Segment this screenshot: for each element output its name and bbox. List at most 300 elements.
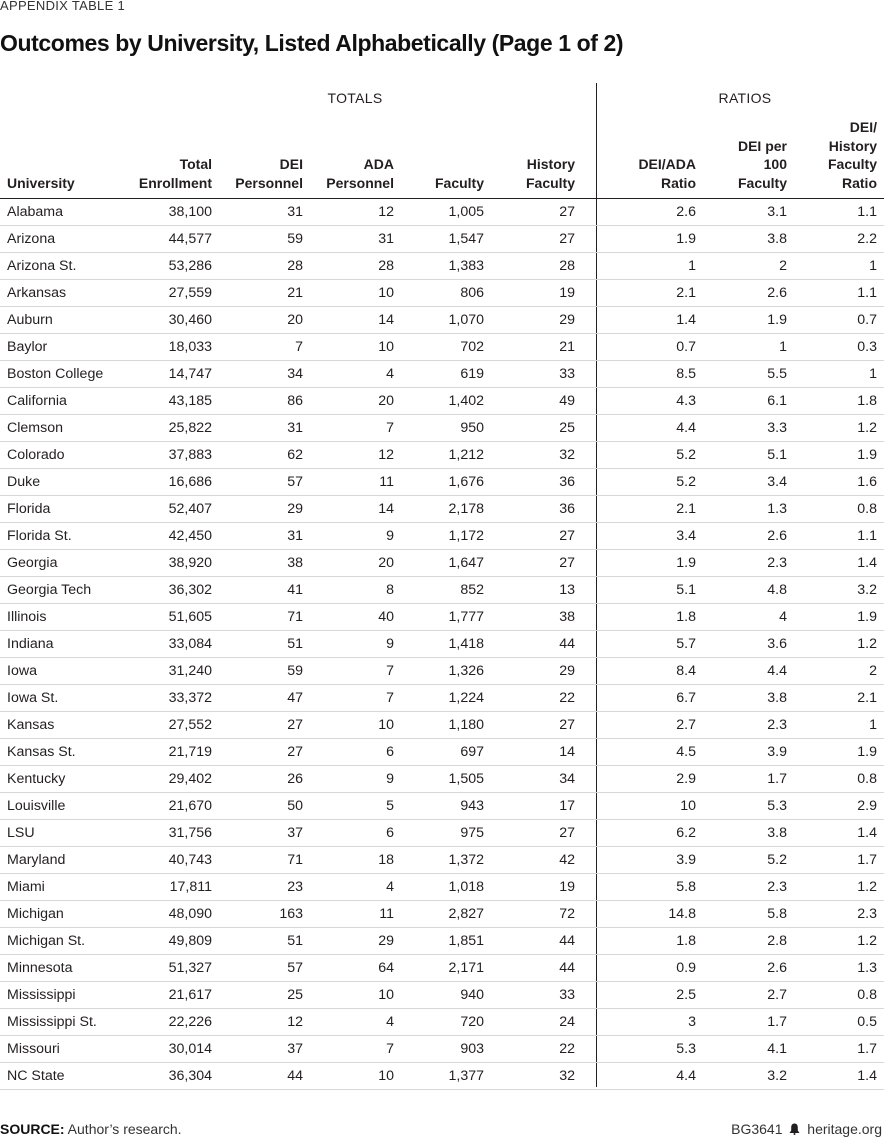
column-header-line: University: [7, 174, 75, 191]
report-code: BG3641: [731, 1121, 783, 1137]
table-cell: 31: [287, 204, 303, 220]
table-cell: 18,033: [168, 339, 212, 355]
table-cell: 11: [379, 906, 394, 922]
table-cell: 2,171: [448, 960, 484, 976]
table-cell: 17,811: [169, 879, 212, 895]
table-cell: 7: [386, 1041, 394, 1057]
table-cell: 1.1: [857, 285, 877, 301]
university-name: Kentucky: [7, 771, 66, 787]
table-cell: 1,172: [448, 528, 484, 544]
table-cell: 1,224: [448, 690, 484, 706]
table-cell: 4.1: [767, 1041, 787, 1057]
university-name: Miami: [7, 879, 45, 895]
ratios-group-label: RATIOS: [718, 90, 772, 106]
table-row: [0, 415, 884, 442]
table-cell: 5.3: [676, 1041, 696, 1057]
table-cell: 975: [460, 825, 484, 841]
table-cell: 50: [287, 798, 303, 814]
table-cell: 25,822: [168, 420, 212, 436]
table-cell: 1.2: [857, 879, 877, 895]
table-cell: 30,014: [168, 1041, 212, 1057]
table-cell: 20: [287, 312, 303, 328]
table-cell: 7: [386, 420, 394, 436]
table-cell: 1,377: [448, 1068, 484, 1084]
table-cell: 38: [559, 609, 575, 625]
table-cell: 1.8: [857, 393, 877, 409]
table-cell: 1: [779, 339, 787, 355]
table-cell: 42: [559, 852, 575, 868]
table-row: [0, 334, 884, 361]
table-cell: 5.8: [676, 879, 696, 895]
table-cell: 3.8: [767, 690, 787, 706]
source-note: [0, 1121, 182, 1137]
table-cell: 6.7: [676, 690, 696, 706]
table-cell: 1: [688, 258, 696, 274]
table-row: [0, 280, 884, 307]
table-row: [0, 1063, 884, 1090]
table-cell: 53,286: [168, 258, 212, 274]
table-cell: 1.8: [676, 933, 696, 949]
table-cell: 38,100: [168, 204, 212, 220]
table-cell: 13: [559, 582, 575, 598]
table-cell: 49,809: [168, 933, 212, 949]
table-cell: 27: [559, 204, 575, 220]
column-header-line: DEI: [279, 156, 303, 172]
table-cell: 21,617: [168, 987, 212, 1003]
column-header: [435, 174, 484, 193]
table-cell: 3.3: [767, 420, 787, 436]
column-header-line: Faculty: [827, 156, 877, 172]
table-cell: 1.1: [857, 204, 877, 220]
table-cell: 2.1: [857, 690, 877, 706]
table-cell: 852: [460, 582, 484, 598]
university-name: NC State: [7, 1068, 65, 1084]
table-cell: 30,460: [168, 312, 212, 328]
table-cell: 7: [386, 663, 394, 679]
column-header: [526, 155, 575, 192]
table-row: [0, 550, 884, 577]
table-cell: 51,327: [168, 960, 212, 976]
table-cell: 4.4: [676, 420, 696, 436]
table-cell: 40: [378, 609, 394, 625]
university-name: Clemson: [7, 420, 63, 436]
source-label: SOURCE:: [0, 1121, 65, 1137]
table-cell: 52,407: [168, 501, 212, 517]
university-name: California: [7, 393, 67, 409]
table-cell: 5.7: [676, 636, 696, 652]
table-cell: 51: [287, 933, 303, 949]
university-name: Auburn: [7, 312, 53, 328]
table-row: [0, 739, 884, 766]
table-cell: 29: [559, 663, 575, 679]
table-cell: 4: [386, 879, 394, 895]
table-cell: 1: [869, 258, 877, 274]
table-row: [0, 955, 884, 982]
table-cell: 10: [378, 987, 394, 1003]
table-cell: 950: [460, 420, 484, 436]
table-cell: 2.6: [767, 960, 787, 976]
table-cell: 2.9: [676, 771, 696, 787]
table-cell: 1,070: [448, 312, 484, 328]
table-row: [0, 847, 884, 874]
university-name: Baylor: [7, 339, 48, 355]
table-cell: 12: [287, 1014, 303, 1030]
column-header-line: Faculty: [737, 174, 787, 191]
table-cell: 31,756: [168, 825, 212, 841]
table-cell: 1,676: [448, 474, 484, 490]
table-body: [0, 199, 884, 1090]
table-cell: 11: [379, 474, 394, 490]
table-cell: 12: [378, 447, 394, 463]
table-cell: 3.9: [767, 744, 787, 760]
table-cell: 6.1: [767, 393, 787, 409]
table-cell: 1.1: [857, 528, 877, 544]
table-cell: 9: [386, 636, 394, 652]
table-cell: 17: [559, 798, 575, 814]
table-cell: 5.2: [676, 447, 696, 463]
table-row: [0, 793, 884, 820]
table-cell: 720: [460, 1014, 484, 1030]
table-cell: 1.3: [857, 960, 877, 976]
table-cell: 29: [378, 933, 394, 949]
university-name: Kansas: [7, 717, 55, 733]
table-cell: 697: [460, 744, 484, 760]
table-cell: 10: [378, 339, 394, 355]
column-header: [7, 174, 75, 193]
table-cell: 37,883: [168, 447, 212, 463]
table-cell: 14: [559, 744, 575, 760]
column-header: [235, 155, 303, 192]
table-cell: 1.4: [857, 825, 877, 841]
table-cell: 1,851: [448, 933, 484, 949]
table-cell: 619: [460, 366, 484, 382]
table-cell: 8.4: [676, 663, 696, 679]
table-cell: 6: [386, 744, 394, 760]
table-cell: 32: [559, 447, 575, 463]
liberty-bell-icon: [789, 1122, 800, 1138]
table-cell: 10: [378, 285, 394, 301]
table-cell: 41: [287, 582, 303, 598]
table-cell: 1.9: [857, 447, 877, 463]
column-header-line: DEI per: [737, 137, 787, 154]
university-name: Minnesota: [7, 960, 73, 976]
table-cell: 1.2: [857, 420, 877, 436]
table-row: [0, 1009, 884, 1036]
table-cell: 38,920: [168, 555, 212, 571]
table-cell: 7: [386, 690, 394, 706]
university-name: Arizona St.: [7, 258, 77, 274]
source-text: Author’s research.: [64, 1121, 182, 1137]
table-cell: 33: [559, 987, 575, 1003]
column-header-line: Ratio: [661, 174, 696, 191]
table-cell: 5.8: [767, 906, 787, 922]
table-cell: 21,670: [168, 798, 212, 814]
table-cell: 26: [287, 771, 303, 787]
table-cell: 28: [287, 258, 303, 274]
table-cell: 27: [559, 825, 575, 841]
table-cell: 806: [460, 285, 484, 301]
table-cell: 22: [559, 1041, 575, 1057]
table-cell: 0.8: [857, 771, 877, 787]
table-cell: 3.4: [676, 528, 696, 544]
table-cell: 1.4: [676, 312, 696, 328]
table-cell: 28: [378, 258, 394, 274]
table-cell: 4.8: [767, 582, 787, 598]
table-cell: 6.2: [676, 825, 696, 841]
table-cell: 1.8: [676, 609, 696, 625]
table-cell: 4.3: [676, 393, 696, 409]
column-header-line: History: [526, 156, 575, 172]
table-row: [0, 442, 884, 469]
column-header: [139, 155, 212, 192]
table-row: [0, 874, 884, 901]
table-cell: 57: [287, 474, 303, 490]
column-header-line: ADA: [363, 156, 394, 172]
university-name: Florida St.: [7, 528, 72, 544]
table-cell: 32: [559, 1068, 575, 1084]
table-cell: 31: [287, 528, 303, 544]
table-cell: 943: [460, 798, 484, 814]
table-cell: 24: [559, 1014, 575, 1030]
table-cell: 51: [287, 636, 303, 652]
table-row: [0, 469, 884, 496]
table-cell: 5.5: [767, 366, 787, 382]
table-row: [0, 712, 884, 739]
table-cell: 59: [287, 663, 303, 679]
table-cell: 3.2: [857, 582, 877, 598]
table-cell: 43,185: [168, 393, 212, 409]
table-cell: 44: [559, 933, 575, 949]
page-title: Outcomes by University, Listed Alphabetically (Page 1 of 2): [0, 30, 624, 56]
university-name: Maryland: [7, 852, 66, 868]
table-cell: 59: [287, 231, 303, 247]
table-cell: 36,302: [168, 582, 212, 598]
column-header-line: DEI/: [849, 119, 877, 135]
table-cell: 4: [386, 1014, 394, 1030]
university-name: Missouri: [7, 1041, 60, 1057]
column-header: [638, 155, 696, 192]
table-cell: 1.7: [767, 1014, 787, 1030]
table-cell: 27: [559, 717, 575, 733]
table-cell: 3.8: [767, 231, 787, 247]
table-cell: 31,240: [168, 663, 212, 679]
table-cell: 3.6: [767, 636, 787, 652]
table-cell: 163: [279, 906, 303, 922]
column-header-line: Ratio: [842, 174, 877, 191]
table-cell: 7: [295, 339, 303, 355]
column-header: [738, 137, 787, 193]
table-cell: 33: [559, 366, 575, 382]
table-cell: 0.3: [857, 339, 877, 355]
table-cell: 44,577: [168, 231, 212, 247]
university-name: Mississippi: [7, 987, 76, 1003]
table-cell: 71: [287, 609, 303, 625]
table-cell: 4.4: [767, 663, 787, 679]
university-name: Mississippi St.: [7, 1014, 97, 1030]
table-cell: 0.8: [857, 987, 877, 1003]
university-name: Georgia Tech: [7, 582, 92, 598]
table-cell: 1,018: [448, 879, 484, 895]
table-row: [0, 199, 884, 226]
table-cell: 62: [287, 447, 303, 463]
footer-credit: [731, 1121, 882, 1138]
table-cell: 2: [779, 258, 787, 274]
table-cell: 1.9: [767, 312, 787, 328]
column-group-headers: [0, 90, 884, 110]
university-name: Kansas St.: [7, 744, 76, 760]
column-header-line: History: [828, 137, 877, 154]
table-cell: 3.9: [676, 852, 696, 868]
table-cell: 1: [869, 366, 877, 382]
table-cell: 4: [779, 609, 787, 625]
table-cell: 29: [559, 312, 575, 328]
table-cell: 27,552: [168, 717, 212, 733]
university-name: Georgia: [7, 555, 58, 571]
table-cell: 33,372: [168, 690, 212, 706]
column-header-line: Enrollment: [138, 174, 212, 191]
table-cell: 0.5: [857, 1014, 877, 1030]
appendix-label: APPENDIX TABLE 1: [0, 0, 125, 13]
table-row: [0, 226, 884, 253]
table-row: [0, 388, 884, 415]
table-cell: 49: [559, 393, 575, 409]
column-header-line: Personnel: [326, 174, 394, 191]
table-cell: 18: [378, 852, 394, 868]
table-cell: 1.3: [767, 501, 787, 517]
university-name: Alabama: [7, 204, 63, 220]
university-name: Boston College: [7, 366, 104, 382]
totals-group-label: TOTALS: [327, 90, 383, 106]
table-row: [0, 685, 884, 712]
table-cell: 1,418: [448, 636, 484, 652]
table-cell: 48,090: [168, 906, 212, 922]
table-cell: 27,559: [168, 285, 212, 301]
table-cell: 8: [386, 582, 394, 598]
table-cell: 12: [378, 204, 394, 220]
table-cell: 27: [287, 744, 303, 760]
table-cell: 19: [559, 879, 575, 895]
table-cell: 2.7: [767, 987, 787, 1003]
table-cell: 1,402: [448, 393, 484, 409]
table-cell: 5.1: [676, 582, 696, 598]
table-cell: 57: [287, 960, 303, 976]
table-cell: 64: [378, 960, 394, 976]
table-cell: 1,180: [448, 717, 484, 733]
table-cell: 1,212: [448, 447, 484, 463]
table-cell: 0.7: [857, 312, 877, 328]
table-cell: 14.8: [668, 906, 696, 922]
table-row: [0, 361, 884, 388]
university-name: Michigan: [7, 906, 64, 922]
table-cell: 9: [386, 771, 394, 787]
table-cell: 1.9: [676, 555, 696, 571]
table-cell: 2.3: [857, 906, 877, 922]
university-name: Duke: [7, 474, 41, 490]
table-cell: 903: [460, 1041, 484, 1057]
table-cell: 37: [287, 825, 303, 841]
table-cell: 20: [378, 555, 394, 571]
table-cell: 1,326: [448, 663, 484, 679]
table-cell: 3.8: [767, 825, 787, 841]
table-cell: 44: [287, 1068, 303, 1084]
table-cell: 1.6: [857, 474, 877, 490]
table-cell: 3.1: [767, 204, 787, 220]
table-cell: 86: [287, 393, 303, 409]
table-cell: 36: [559, 474, 575, 490]
table-cell: 1.9: [857, 744, 877, 760]
table-cell: 0.7: [676, 339, 696, 355]
table-row: [0, 928, 884, 955]
table-cell: 1.2: [857, 636, 877, 652]
table-cell: 2.8: [767, 933, 787, 949]
university-name: Arkansas: [7, 285, 67, 301]
table-cell: 27: [559, 555, 575, 571]
table-cell: 3: [688, 1014, 696, 1030]
table-cell: 31: [378, 231, 394, 247]
table-cell: 4: [386, 366, 394, 382]
table-cell: 2,827: [448, 906, 484, 922]
table-cell: 1,777: [448, 609, 484, 625]
table-cell: 2.3: [767, 717, 787, 733]
column-header-line: DEI/ADA: [638, 156, 696, 172]
table-cell: 29: [287, 501, 303, 517]
table-cell: 1.7: [857, 852, 877, 868]
table-cell: 4.5: [676, 744, 696, 760]
table-cell: 72: [559, 906, 575, 922]
table-cell: 1.4: [857, 555, 877, 571]
table-cell: 14,747: [168, 366, 212, 382]
table-cell: 2.7: [676, 717, 696, 733]
table-cell: 44: [559, 636, 575, 652]
table-cell: 40,743: [168, 852, 212, 868]
table-cell: 25: [287, 987, 303, 1003]
column-header-line: Personnel: [235, 174, 303, 191]
table-cell: 51,605: [168, 609, 212, 625]
table-cell: 20: [378, 393, 394, 409]
table-cell: 2.9: [857, 798, 877, 814]
site-name: heritage.org: [807, 1121, 882, 1137]
table-cell: 21: [287, 285, 303, 301]
table-cell: 25: [559, 420, 575, 436]
column-header: [828, 118, 877, 192]
table-cell: 34: [287, 366, 303, 382]
university-name: Colorado: [7, 447, 65, 463]
column-header: [326, 155, 394, 192]
table-row: [0, 631, 884, 658]
column-header-line: Faculty: [434, 174, 484, 191]
table-cell: 29,402: [168, 771, 212, 787]
table-cell: 1.9: [676, 231, 696, 247]
table-cell: 2: [869, 663, 877, 679]
table-cell: 47: [287, 690, 303, 706]
table-cell: 6: [386, 825, 394, 841]
table-cell: 14: [378, 501, 394, 517]
table-cell: 2,178: [448, 501, 484, 517]
table-cell: 33,084: [168, 636, 212, 652]
table-cell: 21: [559, 339, 575, 355]
table-cell: 702: [460, 339, 484, 355]
university-name: Florida: [7, 501, 51, 517]
university-name: Iowa St.: [7, 690, 59, 706]
table-cell: 22: [559, 690, 575, 706]
table-cell: 22,226: [168, 1014, 212, 1030]
table-cell: 2.6: [676, 204, 696, 220]
table-cell: 14: [378, 312, 394, 328]
table-cell: 28: [559, 258, 575, 274]
table-cell: 1.4: [857, 1068, 877, 1084]
table-cell: 2.3: [767, 879, 787, 895]
table-cell: 21,719: [168, 744, 212, 760]
